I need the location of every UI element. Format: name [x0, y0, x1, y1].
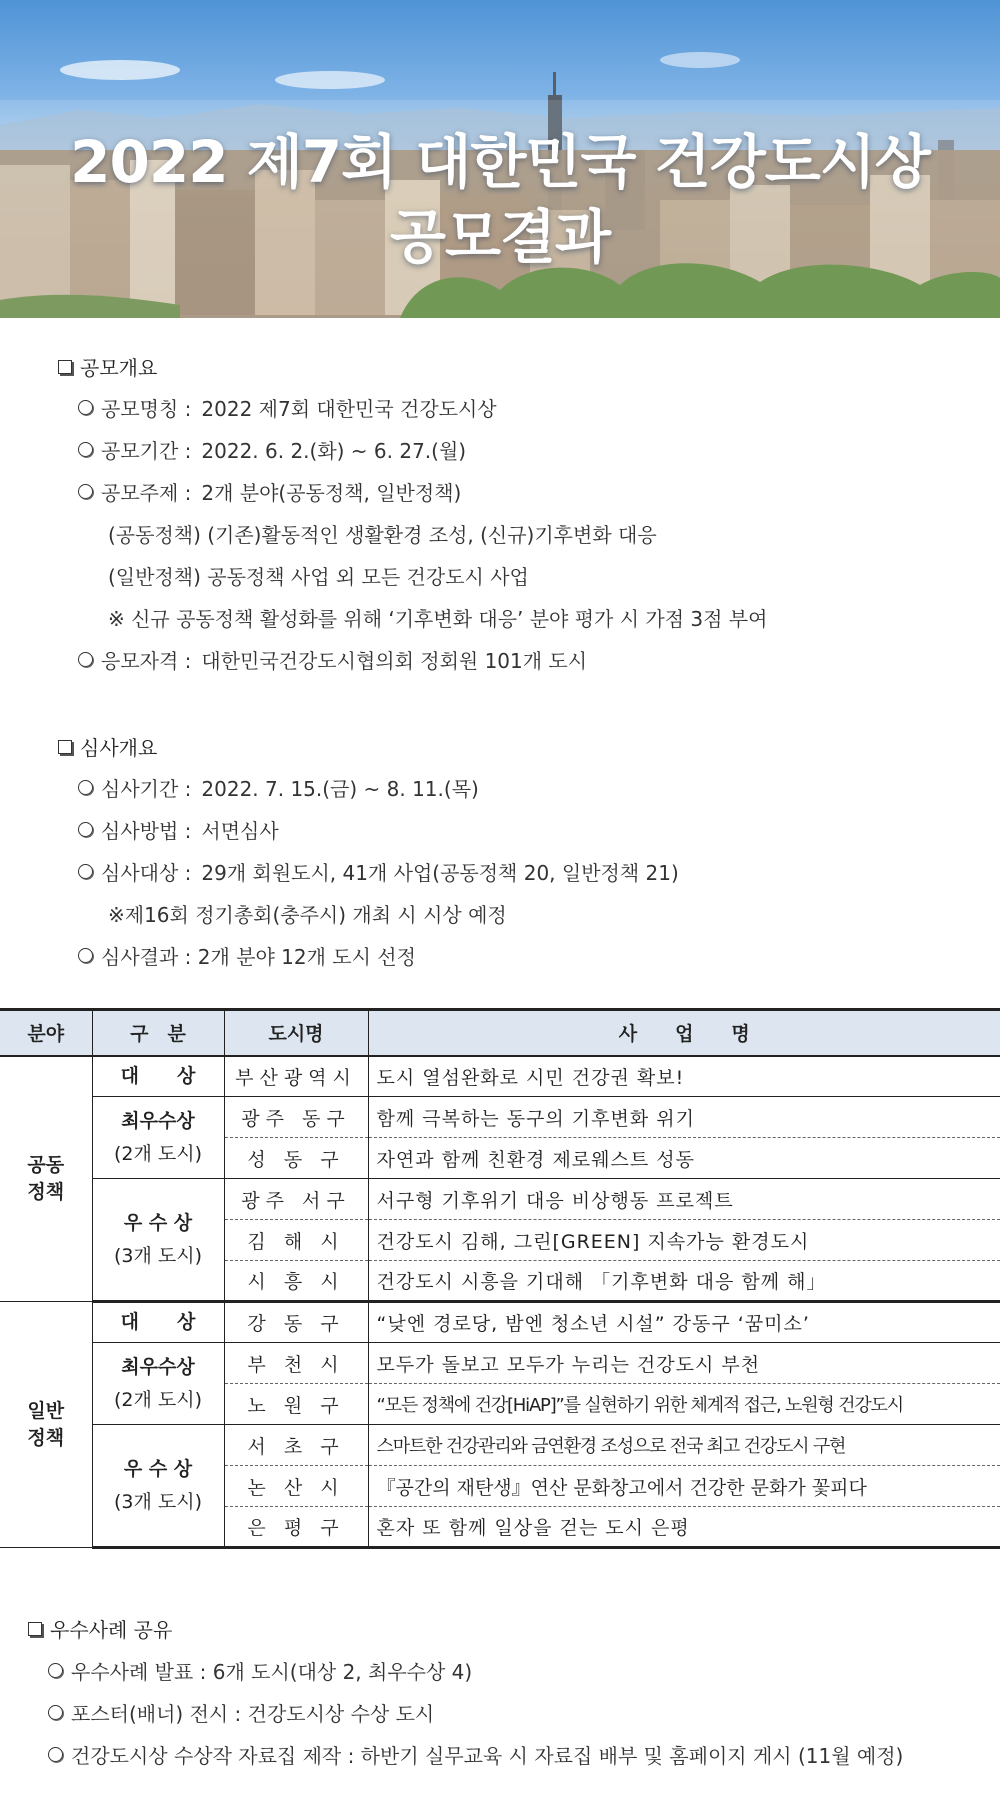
header-city: 도시명 [224, 1010, 368, 1056]
category-cell [92, 1343, 224, 1425]
city-cell: 시 흥 시 [224, 1261, 368, 1302]
project-cell: 자연과 함께 친환경 제로웨스트 성동 [368, 1138, 1000, 1179]
circle-bullet-icon [78, 864, 93, 879]
circle-bullet-icon [78, 780, 93, 795]
page-title: 2022 제7회 대한민국 건강도시상 [70, 128, 930, 196]
checkbox-square-icon [28, 1622, 42, 1636]
item-value: 2022. 7. 15.(금) ~ 8. 11.(목) [201, 777, 479, 801]
category-label: 우 수 상 [123, 1458, 193, 1481]
city-cell: 부 천 시 [224, 1343, 368, 1384]
sharing-item [48, 1698, 434, 1727]
item-label: 심사대상 : [101, 861, 192, 885]
category-count: (3개 도시) [113, 1490, 202, 1513]
sharing-heading-text: 우수사례 공유 [50, 1618, 173, 1642]
overview-item [78, 435, 466, 464]
project-cell: 건강도시 시흥을 기대해 「기후변화 대응 함께 해」 [368, 1261, 1000, 1302]
sharing-item [48, 1740, 903, 1769]
review-heading [58, 732, 157, 761]
circle-bullet-icon [78, 822, 93, 837]
overview-subline: (공동정책) (기존)활동적인 생활환경 조성, (신규)기후변화 대응 [108, 523, 657, 547]
field-line: 공동 [27, 1154, 65, 1177]
table-row [0, 1056, 1000, 1097]
review-item [78, 857, 679, 886]
item-value: 2022. 6. 2.(화) ~ 6. 27.(월) [201, 439, 467, 463]
city-cell: 부산광역시 [224, 1056, 368, 1097]
item-value: 29개 회원도시, 41개 사업(공동정책 20, 일반정책 21) [201, 861, 679, 885]
item-label: 심사방법 : [101, 819, 192, 843]
category-cell [92, 1425, 224, 1548]
category-cell [92, 1179, 224, 1302]
project-cell: 모두가 돌보고 모두가 누리는 건강도시 부천 [368, 1343, 1000, 1384]
category-count: (3개 도시) [113, 1244, 202, 1267]
table-row [0, 1302, 1000, 1343]
sharing-heading [28, 1614, 172, 1643]
city-cell: 광주 서구 [224, 1179, 368, 1220]
circle-bullet-icon [78, 400, 93, 415]
circle-bullet-icon [78, 442, 93, 457]
overview-note: ※ 신규 공동정책 활성화를 위해 ‘기후변화 대응’ 분야 평가 시 가점 3점 부여 [108, 607, 768, 631]
review-item [78, 773, 479, 802]
project-cell: 도시 열섬완화로 시민 건강권 확보! [368, 1056, 1000, 1097]
overview-item [78, 645, 587, 674]
project-cell: “모든 정책에 건강[HiAP]”를 실현하기 위한 체계적 접근, 노원형 건강도시 [368, 1384, 1000, 1425]
circle-bullet-icon [78, 652, 93, 667]
page-subtitle: 공모결과 [389, 203, 611, 271]
city-cell: 논 산 시 [224, 1466, 368, 1507]
category-cell: 대 상 [92, 1302, 224, 1343]
circle-bullet-icon [48, 1705, 63, 1720]
review-note: ※제16회 정기총회(충주시) 개최 시 시상 예정 [108, 903, 507, 927]
category-label: 최우수상 [121, 1356, 195, 1379]
circle-bullet-icon [78, 484, 93, 499]
table-row [0, 1097, 1000, 1138]
project-cell: 함께 극복하는 동구의 기후변화 위기 [368, 1097, 1000, 1138]
field-line: 일반 [27, 1399, 65, 1422]
overview-subline: (일반정책) 공동정책 사업 외 모든 건강도시 사업 [108, 565, 529, 589]
category-label: 최우수상 [121, 1110, 195, 1133]
item-value: 2개 분야(공동정책, 일반정책) [201, 481, 462, 505]
header-field: 분야 [0, 1010, 92, 1056]
item-value: 2022 제7회 대한민국 건강도시상 [201, 397, 497, 421]
awards-table [0, 1008, 1000, 1549]
item-label: 공모기간 : [101, 439, 192, 463]
category-count: (2개 도시) [113, 1142, 202, 1165]
project-cell: 스마트한 건강관리와 금연환경 조성으로 전국 최고 건강도시 구현 [368, 1425, 1000, 1466]
city-cell: 노 원 구 [224, 1384, 368, 1425]
item-value: 포스터(배너) 전시 : 건강도시상 수상 도시 [71, 1702, 435, 1726]
field-line: 정책 [27, 1180, 65, 1203]
sharing-item [48, 1656, 472, 1685]
field-cell [0, 1056, 92, 1302]
city-cell: 강 동 구 [224, 1302, 368, 1343]
city-cell: 김 해 시 [224, 1220, 368, 1261]
header-project: 사 업 명 [368, 1010, 1000, 1056]
overview-heading [58, 352, 157, 381]
header-category: 구 분 [92, 1010, 224, 1056]
item-label: 심사기간 : [101, 777, 192, 801]
item-value: 대한민국건강도시협의회 정회원 101개 도시 [201, 649, 588, 673]
field-cell [0, 1302, 92, 1548]
project-cell: “낮엔 경로당, 밤엔 청소년 시설” 강동구 ‘꿈미소’ [368, 1302, 1000, 1343]
category-cell: 대 상 [92, 1056, 224, 1097]
circle-bullet-icon [78, 948, 93, 963]
item-value: 우수사례 발표 : 6개 도시(대상 2, 최우수상 4) [71, 1660, 473, 1684]
category-count: (2개 도시) [113, 1388, 202, 1411]
review-heading-text: 심사개요 [80, 736, 158, 760]
item-label: 공모명칭 : [101, 397, 192, 421]
review-item [78, 941, 416, 970]
item-value: 심사결과 : 2개 분야 12개 도시 선정 [101, 945, 416, 969]
review-item [78, 815, 279, 844]
project-cell: 건강도시 김해, 그린[GREEN] 지속가능 환경도시 [368, 1220, 1000, 1261]
project-cell: 혼자 또 함께 일상을 걷는 도시 은평 [368, 1507, 1000, 1548]
overview-heading-text: 공모개요 [80, 356, 158, 380]
hero-banner [0, 0, 1000, 318]
project-cell: 서구형 기후위기 대응 비상행동 프로젝트 [368, 1179, 1000, 1220]
circle-bullet-icon [48, 1747, 63, 1762]
city-cell: 광주 동구 [224, 1097, 368, 1138]
city-cell: 성 동 구 [224, 1138, 368, 1179]
circle-bullet-icon [48, 1663, 63, 1678]
field-line: 정책 [27, 1426, 65, 1449]
category-cell [92, 1097, 224, 1179]
city-cell: 서 초 구 [224, 1425, 368, 1466]
item-label: 공모주제 : [101, 481, 192, 505]
item-label: 응모자격 : [101, 649, 192, 673]
category-label: 우 수 상 [123, 1212, 193, 1235]
checkbox-square-icon [58, 740, 72, 754]
table-row [0, 1343, 1000, 1384]
table-row [0, 1425, 1000, 1466]
table-header-row [0, 1010, 1000, 1056]
overview-item [78, 393, 497, 422]
checkbox-square-icon [58, 360, 72, 374]
overview-item [78, 477, 461, 506]
city-cell: 은 평 구 [224, 1507, 368, 1548]
item-value: 서면심사 [201, 819, 279, 843]
item-value: 건강도시상 수상작 자료집 제작 : 하반기 실무교육 시 자료집 배부 및 홈페이지 게시 (11월 예정) [71, 1744, 904, 1768]
table-row [0, 1179, 1000, 1220]
project-cell: 『공간의 재탄생』연산 문화창고에서 건강한 문화가 꽃피다 [368, 1466, 1000, 1507]
